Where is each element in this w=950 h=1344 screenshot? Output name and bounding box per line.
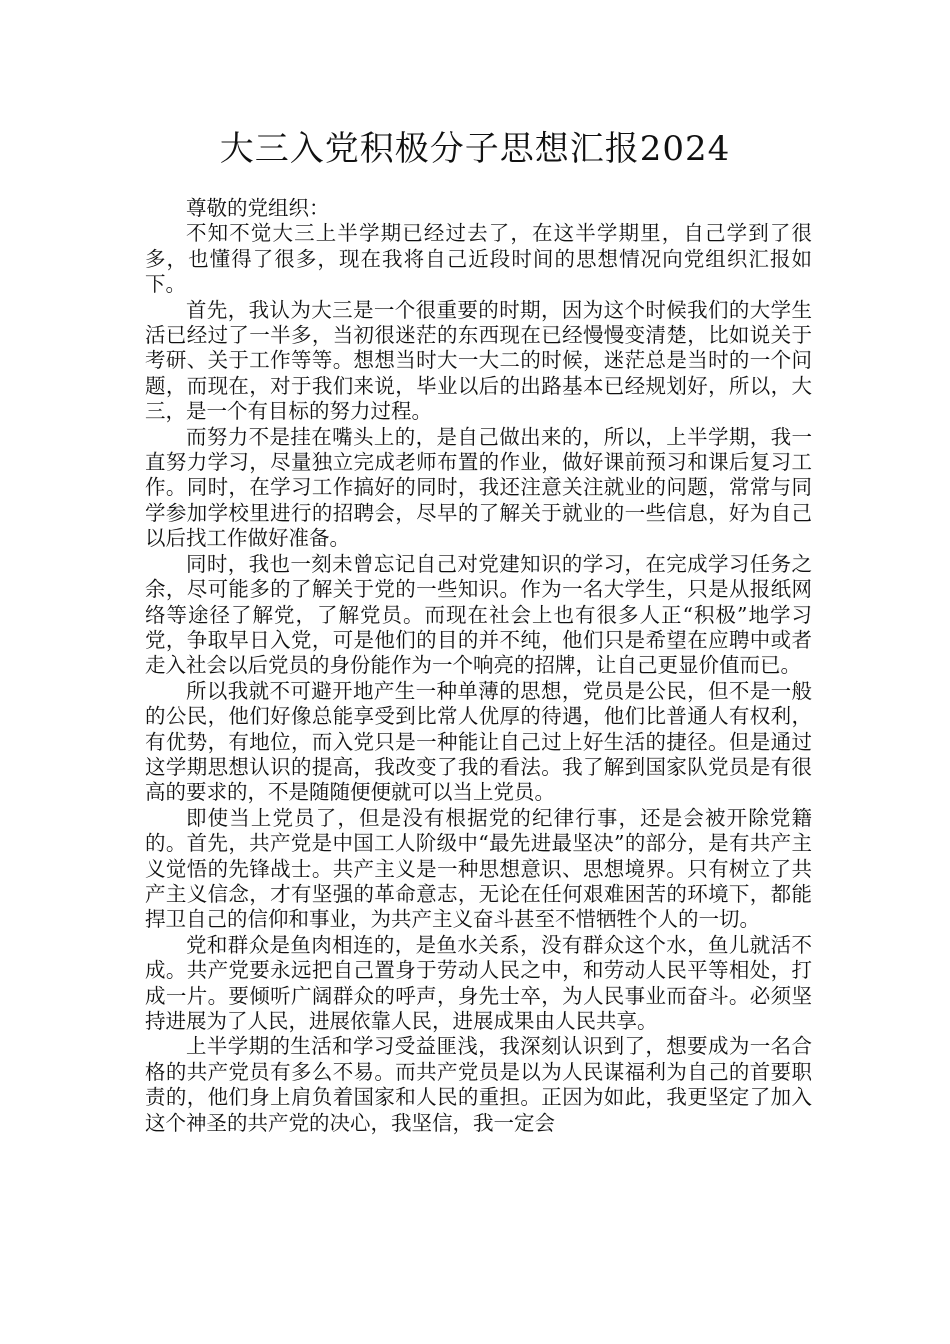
paragraph: 党和群众是鱼肉相连的，是鱼水关系，没有群众这个水，鱼儿就活不成。共产党要永远把自己置身于劳动人民之中，和劳动人民平等相处，打成一片。要倾听广阔群众的呼声，身先士卒，为人民事业而奋斗。必须坚持进展为了人民，进展依靠人民，进展成果由人民共享。 [145, 932, 812, 1033]
paragraph: 首先，我认为大三是一个很重要的时期，因为这个时候我们的大学生活已经过了一半多，当初很迷茫的东西现在已经慢慢变清楚，比如说关于考研、关于工作等等。想想当时大一大二的时候，迷茫总是当时的一个问题，而现在，对于我们来说，毕业以后的出路基本已经规划好，所以，大三，是一个有目标的努力过程。 [145, 297, 812, 424]
paragraph: 即使当上党员了，但是没有根据党的纪律行事，还是会被开除党籍的。首先，共产党是中国工人阶级中“最先进最坚决”的部分，是有共产主义觉悟的先锋战士。共产主义是一种思想意识、思想境界。只有树立了共产主义信念，才有坚强的革命意志，无论在任何艰难困苦的环境下，都能捍卫自己的信仰和事业，为共产主义奋斗甚至不惜牺牲个人的一切。 [145, 805, 812, 932]
paragraph: 而努力不是挂在嘴头上的，是自己做出来的，所以，上半学期，我一直努力学习，尽量独立完成老师布置的作业，做好课前预习和课后复习工作。同时，在学习工作搞好的同时，我还注意关注就业的问题，常常与同学参加学校里进行的招聘会，尽早的了解关于就业的一些信息，好为自己以后找工作做好准备。 [145, 424, 812, 551]
document-title: 大三入党积极分子思想汇报2024 [219, 129, 731, 169]
paragraph: 不知不觉大三上半学期已经过去了，在这半学期里，自己学到了很多，也懂得了很多，现在我将自己近段时间的思想情况向党组织汇报如下。 [145, 221, 812, 297]
paragraph: 所以我就不可避开地产生一种单薄的思想，党员是公民，但不是一般的公民，他们好像总能享受到比常人优厚的待遇，他们比普通人有权利，有优势，有地位，而入党只是一种能让自己过上好生活的捷径。但是通过这学期思想认识的提高，我改变了我的看法。我了解到国家队党员是有很高的要求的，不是随随便便就可以当上党员。 [145, 678, 812, 805]
paragraph: 同时，我也一刻未曾忘记自己对党建知识的学习，在完成学习任务之余，尽可能多的了解关于党的一些知识。作为一名大学生，只是从报纸网络等途径了解党，了解党员。而现在社会上也有很多人正“积极”地学习党，争取早日入党，可是他们的目的并不纯，他们只是希望在应聘中或者走入社会以后党员的身份能作为一个响亮的招牌，让自己更显价值而已。 [145, 551, 812, 678]
paragraph: 上半学期的生活和学习受益匪浅，我深刻认识到了，想要成为一名合格的共产党员有多么不易。而共产党员是以为人民谋福利为自己的首要职责的，他们身上肩负着国家和人民的重担。正因为如此，我更坚定了加入这个神圣的共产党的决心，我坚信，我一定会 [145, 1034, 812, 1135]
document-body [145, 196, 812, 1136]
salutation: 尊敬的党组织： [186, 196, 330, 220]
